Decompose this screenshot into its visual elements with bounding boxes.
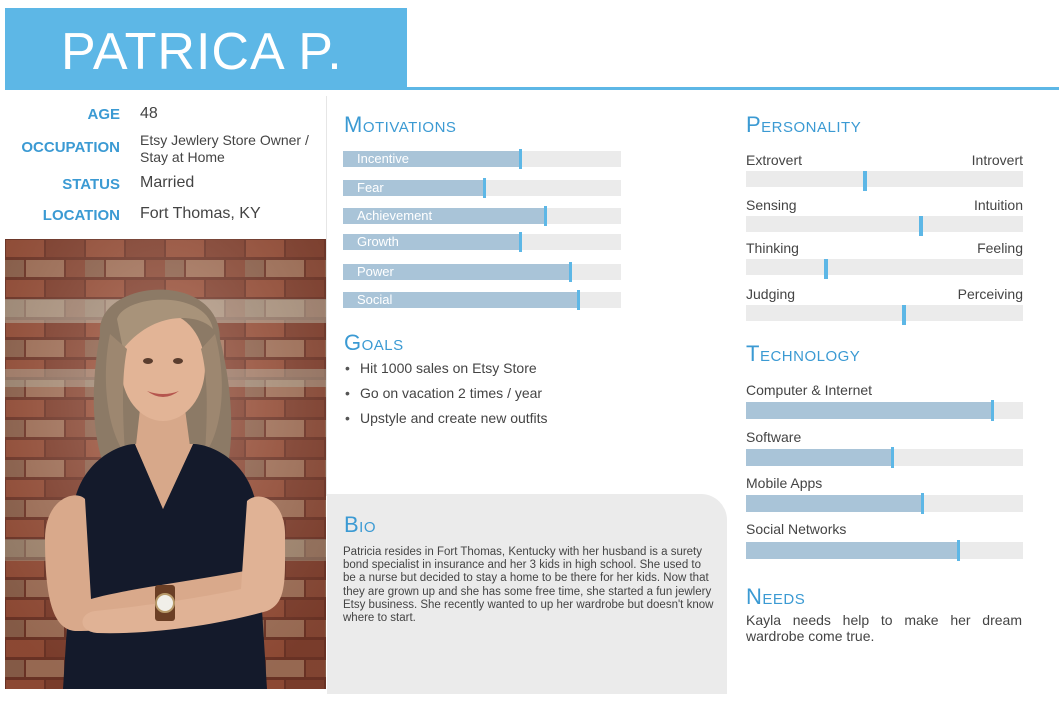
bio-text: Patricia resides in Fort Thomas, Kentucky with her husband is a surety bond specialist in insurance and her 3 kids in high school. She used to be a nurse but decided to stay a home to be there for her kids. Now that they are grown up and she has some free time, she started a fun jewlery Etsy business. She recently wanted to up her wardrobe but doesn't know where to start. xyxy=(343,546,714,625)
motivation-bar-power xyxy=(343,264,621,280)
goal-item: • Go on vacation 2 times / year xyxy=(345,385,548,410)
technology-title: Technology xyxy=(746,341,861,366)
trait-right-label: Introvert xyxy=(971,152,1023,168)
motivation-marker xyxy=(544,206,547,226)
motivation-label: Achievement xyxy=(357,208,433,223)
motivation-marker xyxy=(483,178,486,198)
motivation-marker xyxy=(519,149,522,169)
technology-bar xyxy=(746,449,1023,466)
trait-scale xyxy=(746,259,1023,275)
trait-scale xyxy=(746,216,1023,232)
motivation-bar-achievement xyxy=(343,208,621,224)
motivation-marker xyxy=(569,262,572,282)
technology-fill xyxy=(746,495,923,512)
technology-marker xyxy=(991,400,994,421)
age-value: 48 xyxy=(140,105,158,122)
trait-left-label: Judging xyxy=(746,286,796,302)
trait-right-label: Perceiving xyxy=(957,286,1023,302)
motivation-bar-growth xyxy=(343,234,621,250)
trait-marker xyxy=(863,171,867,191)
technology-fill xyxy=(746,542,959,559)
persona-photo xyxy=(5,239,326,689)
goal-item: • Upstyle and create new outfits xyxy=(345,410,548,435)
trait-left-label: Extrovert xyxy=(746,152,803,168)
needs-title: Needs xyxy=(746,584,806,609)
trait-left-label: Sensing xyxy=(746,197,797,213)
technology-label: Software xyxy=(746,429,802,445)
personality-title: Personality xyxy=(746,112,862,137)
portrait-illustration xyxy=(5,239,326,689)
status-label: STATUS xyxy=(62,176,120,193)
age-label: AGE xyxy=(87,106,120,123)
technology-marker xyxy=(891,447,894,468)
bio-title: Bio xyxy=(344,512,377,537)
technology-bar xyxy=(746,542,1023,559)
motivations-title: Motivations xyxy=(344,112,457,137)
trait-marker xyxy=(902,305,906,325)
motivation-label: Growth xyxy=(357,234,399,249)
motivation-bar-fear xyxy=(343,180,621,196)
motivation-bar-incentive xyxy=(343,151,621,167)
technology-marker xyxy=(921,493,924,514)
motivation-bar-social xyxy=(343,292,621,308)
trait-marker xyxy=(824,259,828,279)
trait-scale xyxy=(746,171,1023,187)
occupation-label: OCCUPATION xyxy=(21,139,120,156)
trait-marker xyxy=(919,216,923,236)
motivation-label: Power xyxy=(357,264,394,279)
status-value: Married xyxy=(140,174,195,191)
trait-right-label: Feeling xyxy=(977,240,1023,256)
technology-bar xyxy=(746,402,1023,419)
technology-bar xyxy=(746,495,1023,512)
trait-left-label: Thinking xyxy=(746,240,799,256)
goals-title: Goals xyxy=(344,330,404,355)
technology-fill xyxy=(746,402,993,419)
technology-marker xyxy=(957,540,960,561)
persona-name: PATRICA P. xyxy=(61,23,343,81)
title-band xyxy=(5,8,407,90)
occupation-value: Etsy Jewlery Store Owner / Stay at Home xyxy=(140,132,309,165)
title-rule xyxy=(407,87,1059,90)
motivation-label: Fear xyxy=(357,180,384,195)
column-divider xyxy=(326,96,327,496)
goals-list xyxy=(345,360,548,435)
goal-item: • Hit 1000 sales on Etsy Store xyxy=(345,360,548,385)
motivation-marker xyxy=(519,232,522,252)
trait-scale xyxy=(746,305,1023,321)
technology-label: Social Networks xyxy=(746,521,847,537)
technology-label: Computer & Internet xyxy=(746,382,873,398)
technology-fill xyxy=(746,449,893,466)
needs-text: Kayla needs help to make her dream wardrobe come true. xyxy=(746,612,1022,644)
location-value: Fort Thomas, KY xyxy=(140,205,261,222)
trait-right-label: Intuition xyxy=(973,197,1023,213)
motivation-label: Social xyxy=(357,292,393,307)
motivation-label: Incentive xyxy=(357,151,410,166)
technology-label: Mobile Apps xyxy=(746,475,823,491)
location-label: LOCATION xyxy=(42,207,120,224)
motivation-marker xyxy=(577,290,580,310)
